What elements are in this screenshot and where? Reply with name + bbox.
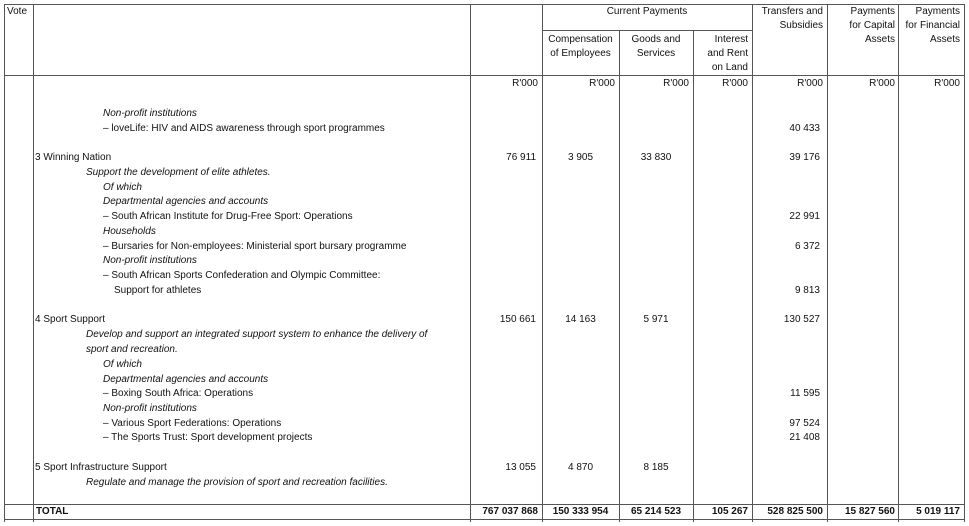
header-capital: Payments for Capital Assets — [849, 6, 895, 45]
category-label: Households — [103, 226, 156, 237]
programme-description: sport and recreation. — [86, 344, 178, 355]
unit-label: R'000 — [589, 78, 615, 89]
capital-total: 15 827 560 — [844, 506, 895, 517]
line-item-label: Support for athletes — [114, 285, 202, 296]
grid-line — [964, 4, 965, 522]
of-which-label: Of which — [103, 359, 142, 370]
transfers-value: 9 813 — [794, 285, 820, 296]
grid-line — [33, 4, 34, 522]
category-label: Departmental agencies and accounts — [103, 374, 269, 385]
category-label: Departmental agencies and accounts — [103, 196, 269, 207]
programme-description: Support the development of elite athletes. — [86, 167, 271, 178]
transfers-value: 130 527 — [783, 314, 820, 325]
total-label: TOTAL — [36, 506, 69, 517]
transfers-value: 22 991 — [789, 211, 820, 222]
transfers-total: 528 825 500 — [767, 506, 823, 517]
line-item-label: – The Sports Trust: Sport development projects — [103, 432, 313, 443]
header-transfers: Transfers and Subsidies — [761, 6, 823, 31]
header-goods: Goods and Services — [631, 34, 681, 59]
goods-value: 5 971 — [643, 314, 669, 325]
programme-label: 4 Sport Support — [35, 314, 106, 325]
grid-line — [4, 4, 5, 522]
compensation-value: 14 163 — [565, 314, 596, 325]
grid-line — [619, 30, 620, 522]
unit-label: R'000 — [722, 78, 748, 89]
goods-value: 33 830 — [640, 152, 672, 163]
programme-label: 5 Sport Infrastructure Support — [35, 462, 167, 473]
of-which-label: Of which — [103, 182, 142, 193]
programme-label: 3 Winning Nation — [35, 152, 112, 163]
compensation-value: 3 905 — [567, 152, 594, 163]
total-value: 13 055 — [505, 462, 536, 473]
grid-line — [4, 75, 964, 76]
line-item-label: – South African Institute for Drug-Free Sport: Operations — [103, 211, 353, 222]
category-label: Non-profit institutions — [103, 403, 197, 414]
header-vote: Vote — [7, 6, 28, 17]
transfers-value: 21 408 — [789, 432, 820, 443]
line-item-label: – Various Sport Federations: Operations — [103, 418, 282, 429]
transfers-value: 40 433 — [789, 123, 820, 134]
line-item-label: – South African Sports Confederation and Olympic Committee: — [103, 270, 381, 281]
header-interest: Interest and Rent on Land — [707, 34, 748, 73]
header-current-payments: Current Payments — [606, 6, 688, 17]
transfers-value: 6 372 — [794, 241, 820, 252]
transfers-value: 39 176 — [789, 152, 820, 163]
unit-label: R'000 — [512, 78, 538, 89]
grid-line — [542, 30, 752, 31]
financial-total: 5 019 117 — [916, 506, 960, 517]
unit-label: R'000 — [663, 78, 689, 89]
category-label: Non-profit institutions — [103, 108, 197, 119]
compensation-value: 4 870 — [567, 462, 594, 473]
transfers-value: 11 595 — [790, 388, 820, 399]
line-item-label: – Bursaries for Non-employees: Ministerial sport bursary programme — [103, 241, 407, 252]
programme-description: Regulate and manage the provision of sport and recreation facilities. — [86, 477, 388, 488]
total-value: 150 661 — [499, 314, 536, 325]
transfers-value: 97 524 — [789, 418, 820, 429]
header-financial: Payments for Financial Assets — [905, 6, 960, 45]
unit-label: R'000 — [797, 78, 823, 89]
total-value: 76 911 — [506, 152, 536, 163]
interest-total: 105 267 — [711, 506, 748, 517]
header-compensation: Compensation of Employees — [548, 34, 613, 59]
total-value: 767 037 868 — [482, 506, 538, 517]
unit-label: R'000 — [869, 78, 895, 89]
programme-description: Develop and support an integrated support system to enhance the delivery of — [86, 329, 428, 340]
category-label: Non-profit institutions — [103, 255, 197, 266]
grid-line — [693, 30, 694, 522]
grid-line — [4, 519, 964, 520]
line-item-label: – Boxing South Africa: Operations — [103, 388, 254, 399]
unit-label: R'000 — [934, 78, 960, 89]
compensation-total: 150 333 954 — [552, 506, 609, 517]
goods-total: 65 214 523 — [630, 506, 682, 517]
line-item-label: – loveLife: HIV and AIDS awareness through sport programmes — [103, 123, 385, 134]
goods-value: 8 185 — [643, 462, 669, 473]
